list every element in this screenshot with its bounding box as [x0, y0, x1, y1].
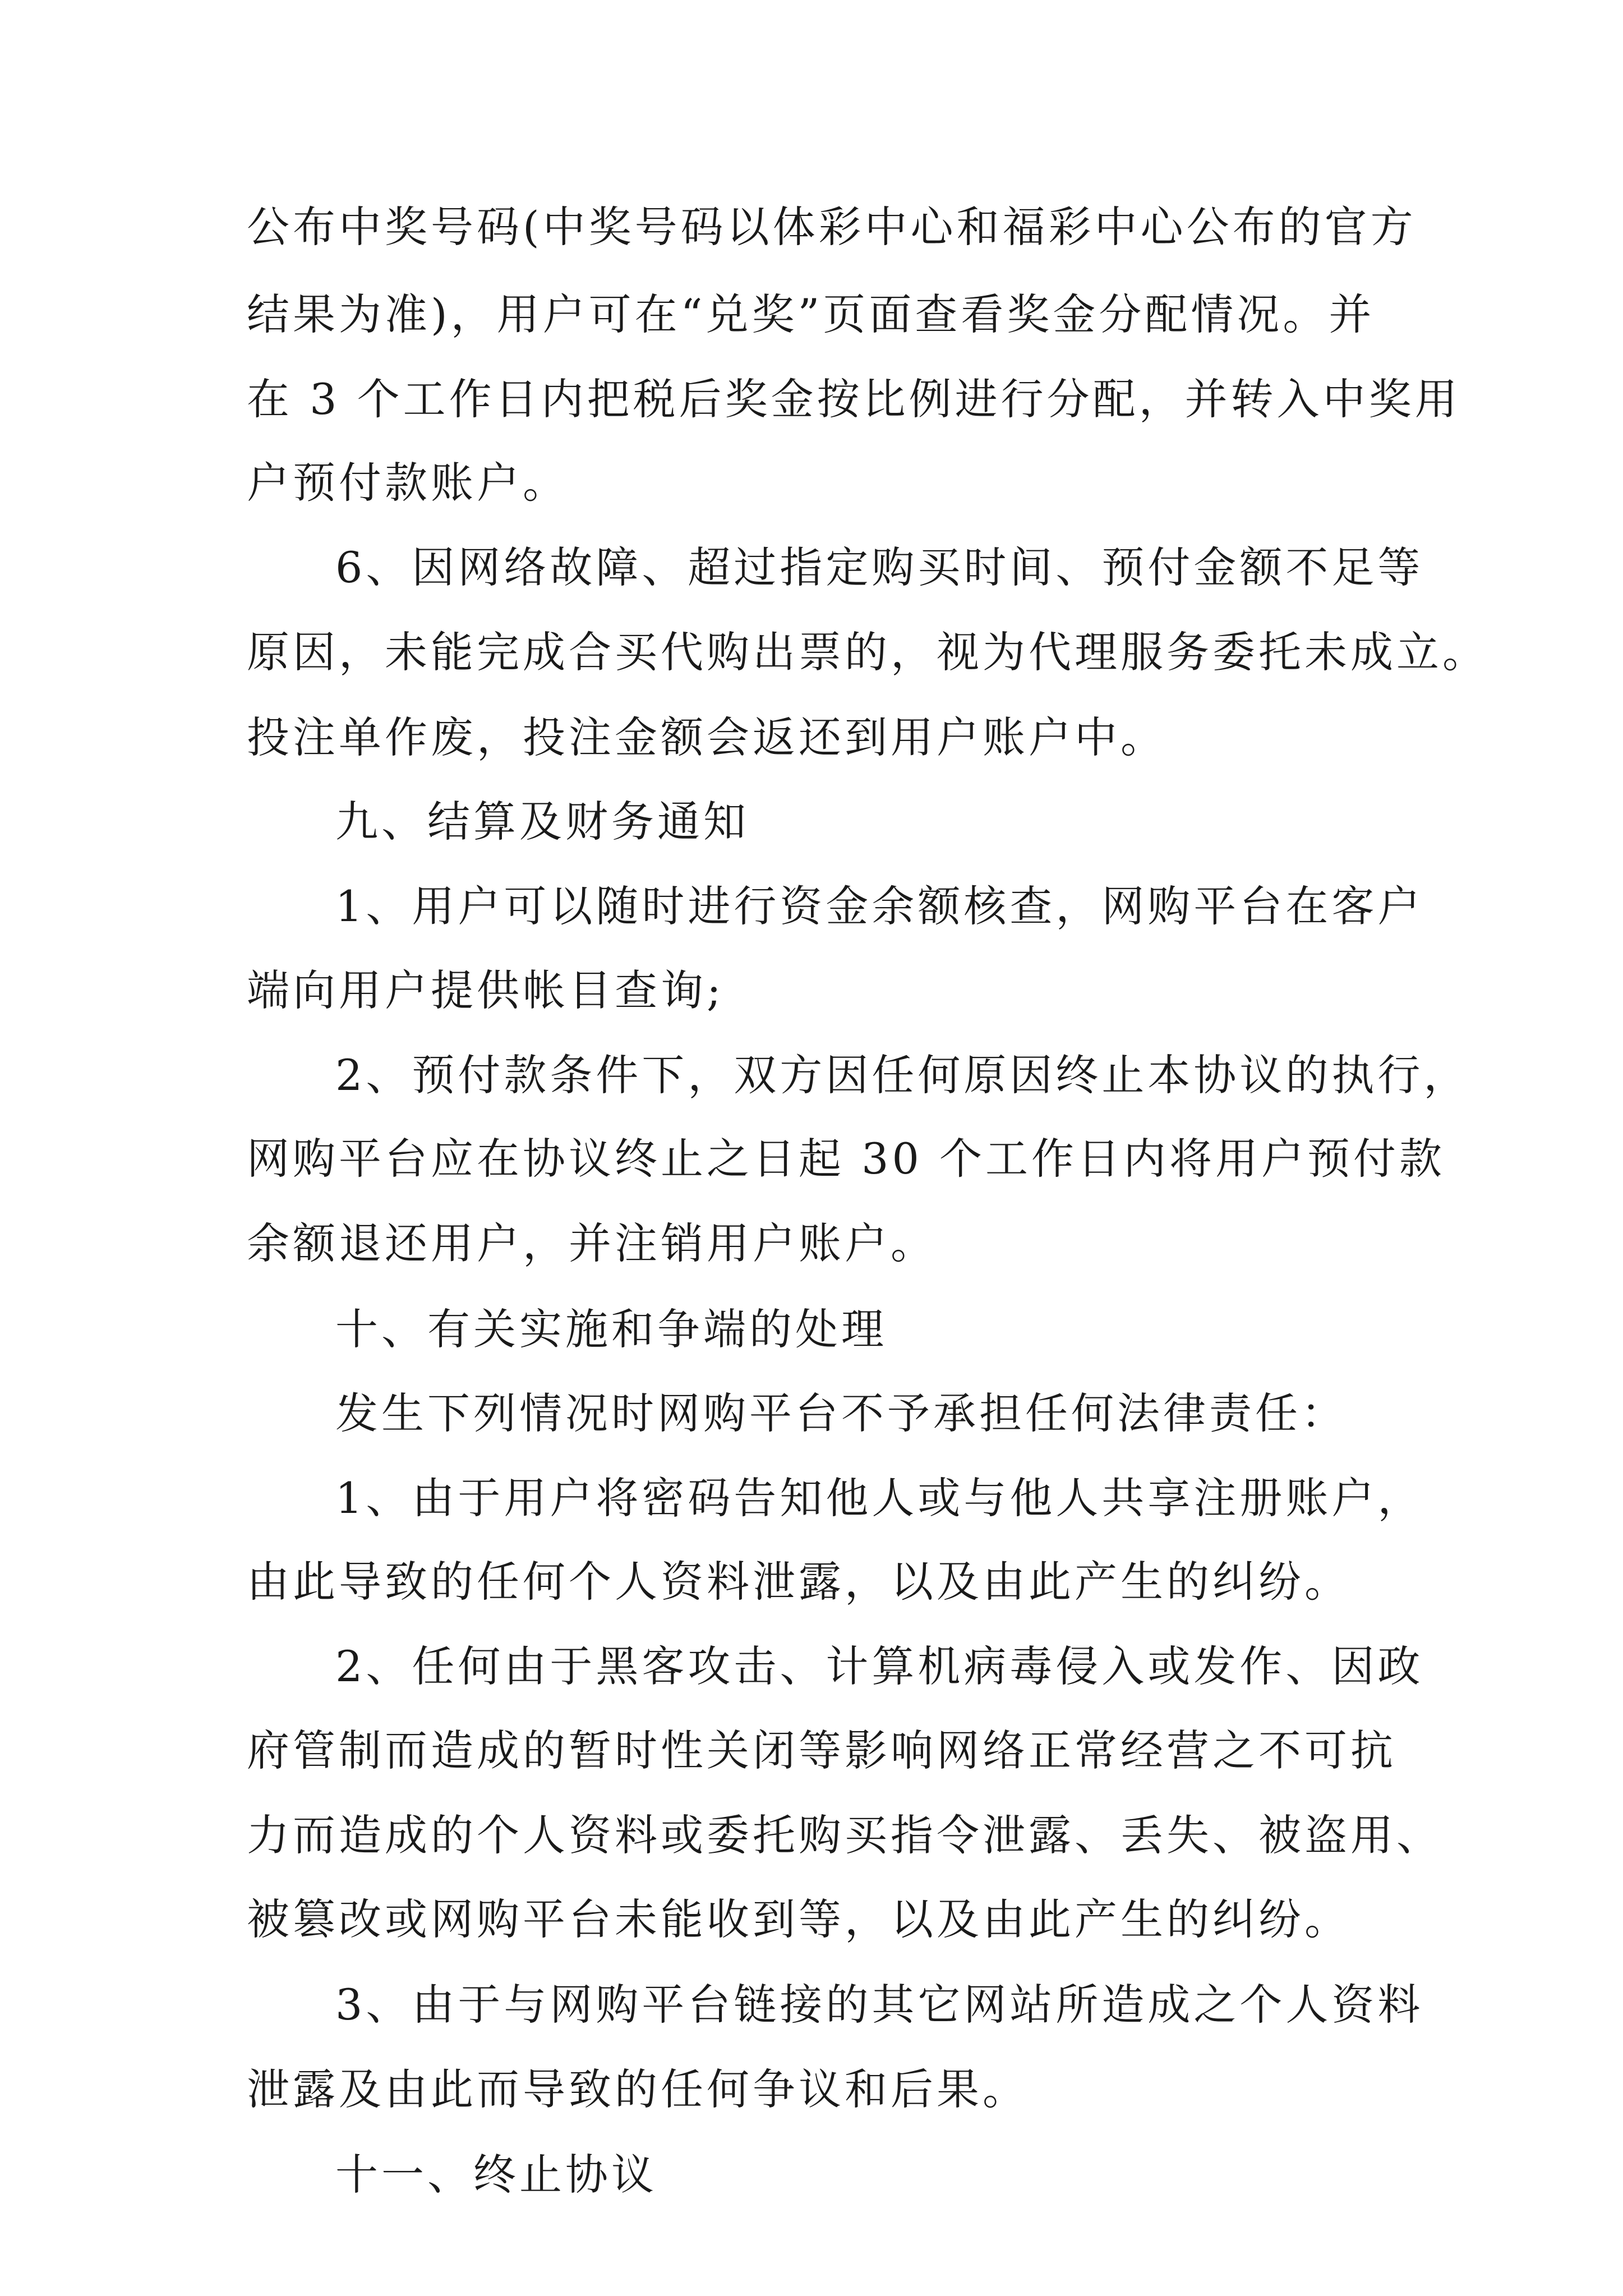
text-line: 公布中奖号码(中奖号码以体彩中心和福彩中心公布的官方 — [247, 202, 1417, 252]
text-line: 端向用户提供帐目查询; — [247, 965, 725, 1015]
text-line: 2、预付款条件下，双方因任何原因终止本协议的执行， — [335, 1050, 1470, 1100]
text-line: 网购平台应在协议终止之日起 30 个工作日内将用户预付款 — [247, 1134, 1446, 1184]
section-heading: 十一、终止协议 — [335, 2150, 657, 2200]
text-line: 余额退还用户，并注销用户账户。 — [247, 1218, 937, 1268]
text-line: 6、因网络故障、超过指定购买时间、预付金额不足等 — [335, 542, 1424, 592]
text-line: 1、由于用户将密码告知他人或与他人共享注册账户， — [335, 1473, 1424, 1523]
text-line: 发生下列情况时网购平台不予承担任何法律责任： — [335, 1388, 1347, 1438]
text-line: 被篡改或网购平台未能收到等，以及由此产生的纠纷。 — [247, 1894, 1350, 1944]
text-line: 在 3 个工作日内把税后奖金按比例进行分配，并转入中奖用 — [247, 374, 1461, 424]
text-line: 1、用户可以随时进行资金余额核查，网购平台在客户 — [335, 881, 1424, 931]
section-heading: 九、结算及财务通知 — [335, 797, 749, 846]
text-line: 3、由于与网购平台链接的其它网站所造成之个人资料 — [335, 1980, 1424, 2030]
text-line: 泄露及由此而导致的任何争议和后果。 — [247, 2064, 1029, 2114]
text-line: 投注单作废，投注金额会返还到用户账户中。 — [247, 712, 1166, 762]
text-line: 户预付款账户。 — [247, 458, 569, 508]
text-line: 结果为准)，用户可在“兑奖”页面查看奖金分配情况。并 — [247, 289, 1375, 339]
text-line: 原因，未能完成合买代购出票的，视为代理服务委托未成立。 — [247, 627, 1488, 677]
text-line: 府管制而造成的暂时性关闭等影响网络正常经营之不可抗 — [247, 1726, 1396, 1775]
text-line: 2、任何由于黑客攻击、计算机病毒侵入或发作、因政 — [335, 1641, 1424, 1691]
section-heading: 十、有关实施和争端的处理 — [335, 1304, 887, 1354]
text-line: 力而造成的个人资料或委托购买指令泄露、丢失、被盗用、 — [247, 1810, 1442, 1860]
text-line: 由此导致的任何个人资料泄露，以及由此产生的纠纷。 — [247, 1557, 1350, 1607]
